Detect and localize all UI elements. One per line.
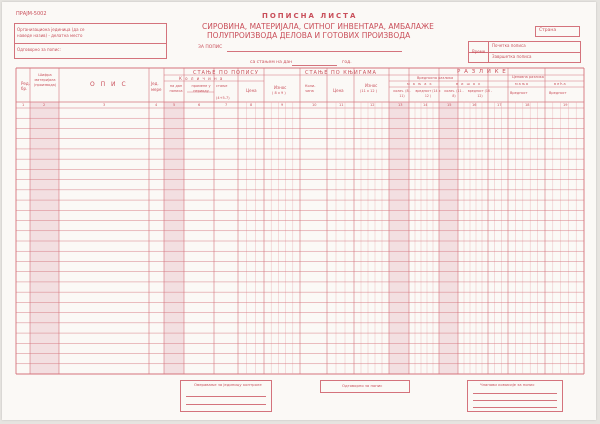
- col-on-day-header: на дан пописа: [169, 84, 183, 93]
- column-number: 11: [339, 102, 344, 107]
- group-value-diff: Вредносна разлика: [417, 76, 454, 80]
- col-diff-qty-a: колич. (8 - 11): [393, 89, 411, 98]
- col-higher-value: Вредност: [549, 91, 567, 95]
- col-code-header: Шифра материјала (производа): [33, 73, 57, 87]
- time-end-label: Завршетка пописа: [492, 54, 532, 59]
- date-suffix: год.: [342, 60, 352, 65]
- col-higher-label: већа: [554, 82, 567, 86]
- org-unit-label-2: наведе назив) - делатна место: [17, 33, 83, 38]
- col-lower-value: Вредност: [510, 91, 528, 95]
- col-books-amount-header: Износ: [365, 83, 378, 88]
- col-description-header: О П И С: [90, 81, 128, 88]
- date-line[interactable]: [292, 65, 337, 66]
- group-price-diff: Ценовна разлика: [512, 75, 544, 79]
- col-changes-header: промене у периоду: [191, 84, 211, 93]
- inventory-sheet: [2, 2, 596, 420]
- surplus-label: в и ш а к: [456, 82, 482, 86]
- column-number: 1: [22, 102, 25, 107]
- col-balance-header: стање: [216, 84, 228, 88]
- col-amount-sub: ( 8 x 9 ): [272, 91, 286, 95]
- column-number: 19: [563, 102, 568, 107]
- column-number: 12: [370, 102, 375, 107]
- popis-label: ЗА ПОПИС: [198, 45, 223, 50]
- column-number: 7: [225, 102, 228, 107]
- column-number: 16: [472, 102, 477, 107]
- signature-label-control: Оверавање за јединицу контроле: [194, 382, 262, 387]
- org-unit-label: Организациона јединица (да се: [17, 27, 85, 32]
- column-number: 9: [281, 102, 284, 107]
- column-number: 14: [423, 102, 428, 107]
- group-differences: Р А З Л И К Е: [457, 69, 507, 75]
- col-price-header: Цена: [246, 88, 257, 93]
- column-number: 5: [173, 102, 176, 107]
- form-code: ПРАЈМ-5002: [16, 11, 47, 17]
- form-subtitle-line1: СИРОВИНА, МАТЕРИЈАЛА, СИТНОГ ИНВЕНТАРА, АМБАЛАЖЕ: [202, 22, 434, 31]
- col-ordinal-header: Ред. бр.: [21, 81, 30, 91]
- shortage-label: м а њ а к: [407, 82, 433, 86]
- signature-label-commission: Чланови комисије за попис: [480, 382, 535, 387]
- column-number: 10: [312, 102, 317, 107]
- col-unit-header: Јед. мере: [151, 81, 162, 92]
- column-number: 4: [155, 102, 158, 107]
- popis-line[interactable]: [227, 51, 402, 52]
- col-diff-val-a: вредност (14 x 12 ): [415, 89, 441, 98]
- date-prefix: са стањем на дан: [250, 60, 293, 65]
- column-number: 3: [103, 102, 106, 107]
- form-title: ПОПИСНА ЛИСТА: [262, 12, 358, 20]
- col-diff-val-b: вредност (16 - 12): [467, 89, 493, 98]
- form-subtitle-line2: ПОЛУПРОИЗВОДА ДЕЛОВА И ГОТОВИХ ПРОИЗВОДА: [207, 31, 411, 40]
- time-start-label: Почетка пописа: [492, 43, 526, 48]
- quantity-group: К о л и ч и н а: [179, 76, 224, 81]
- col-books-qty-header: Коли-чина: [305, 84, 316, 93]
- group-by-count: СТАЊЕ ПО ПОПИСУ: [193, 70, 259, 76]
- column-number: 6: [198, 102, 201, 107]
- column-number: 17: [497, 102, 502, 107]
- col-books-price-header: Цена: [333, 88, 344, 93]
- group-by-books: СТАЊЕ ПО КЊИГАМА: [305, 70, 377, 76]
- col-books-amount-sub: (11 x 12 ): [360, 89, 378, 93]
- col-lower-label: мања: [515, 82, 530, 86]
- responsible-label: Одговорно за попис:: [17, 47, 61, 52]
- column-number: 2: [43, 102, 46, 107]
- signature-label-responsible: Одговорно за попис: [342, 383, 383, 388]
- time-side-label: Време: [472, 49, 486, 54]
- col-balance-sub: (4+5-7): [216, 96, 230, 100]
- col-amount-header: Износ: [274, 85, 287, 90]
- column-number: 8: [250, 102, 253, 107]
- column-number: 18: [525, 102, 530, 107]
- column-number: 15: [447, 102, 452, 107]
- page-label: Страна: [539, 28, 557, 33]
- col-diff-qty-b: колич. (11 - 8): [444, 89, 464, 98]
- column-number: 13: [398, 102, 403, 107]
